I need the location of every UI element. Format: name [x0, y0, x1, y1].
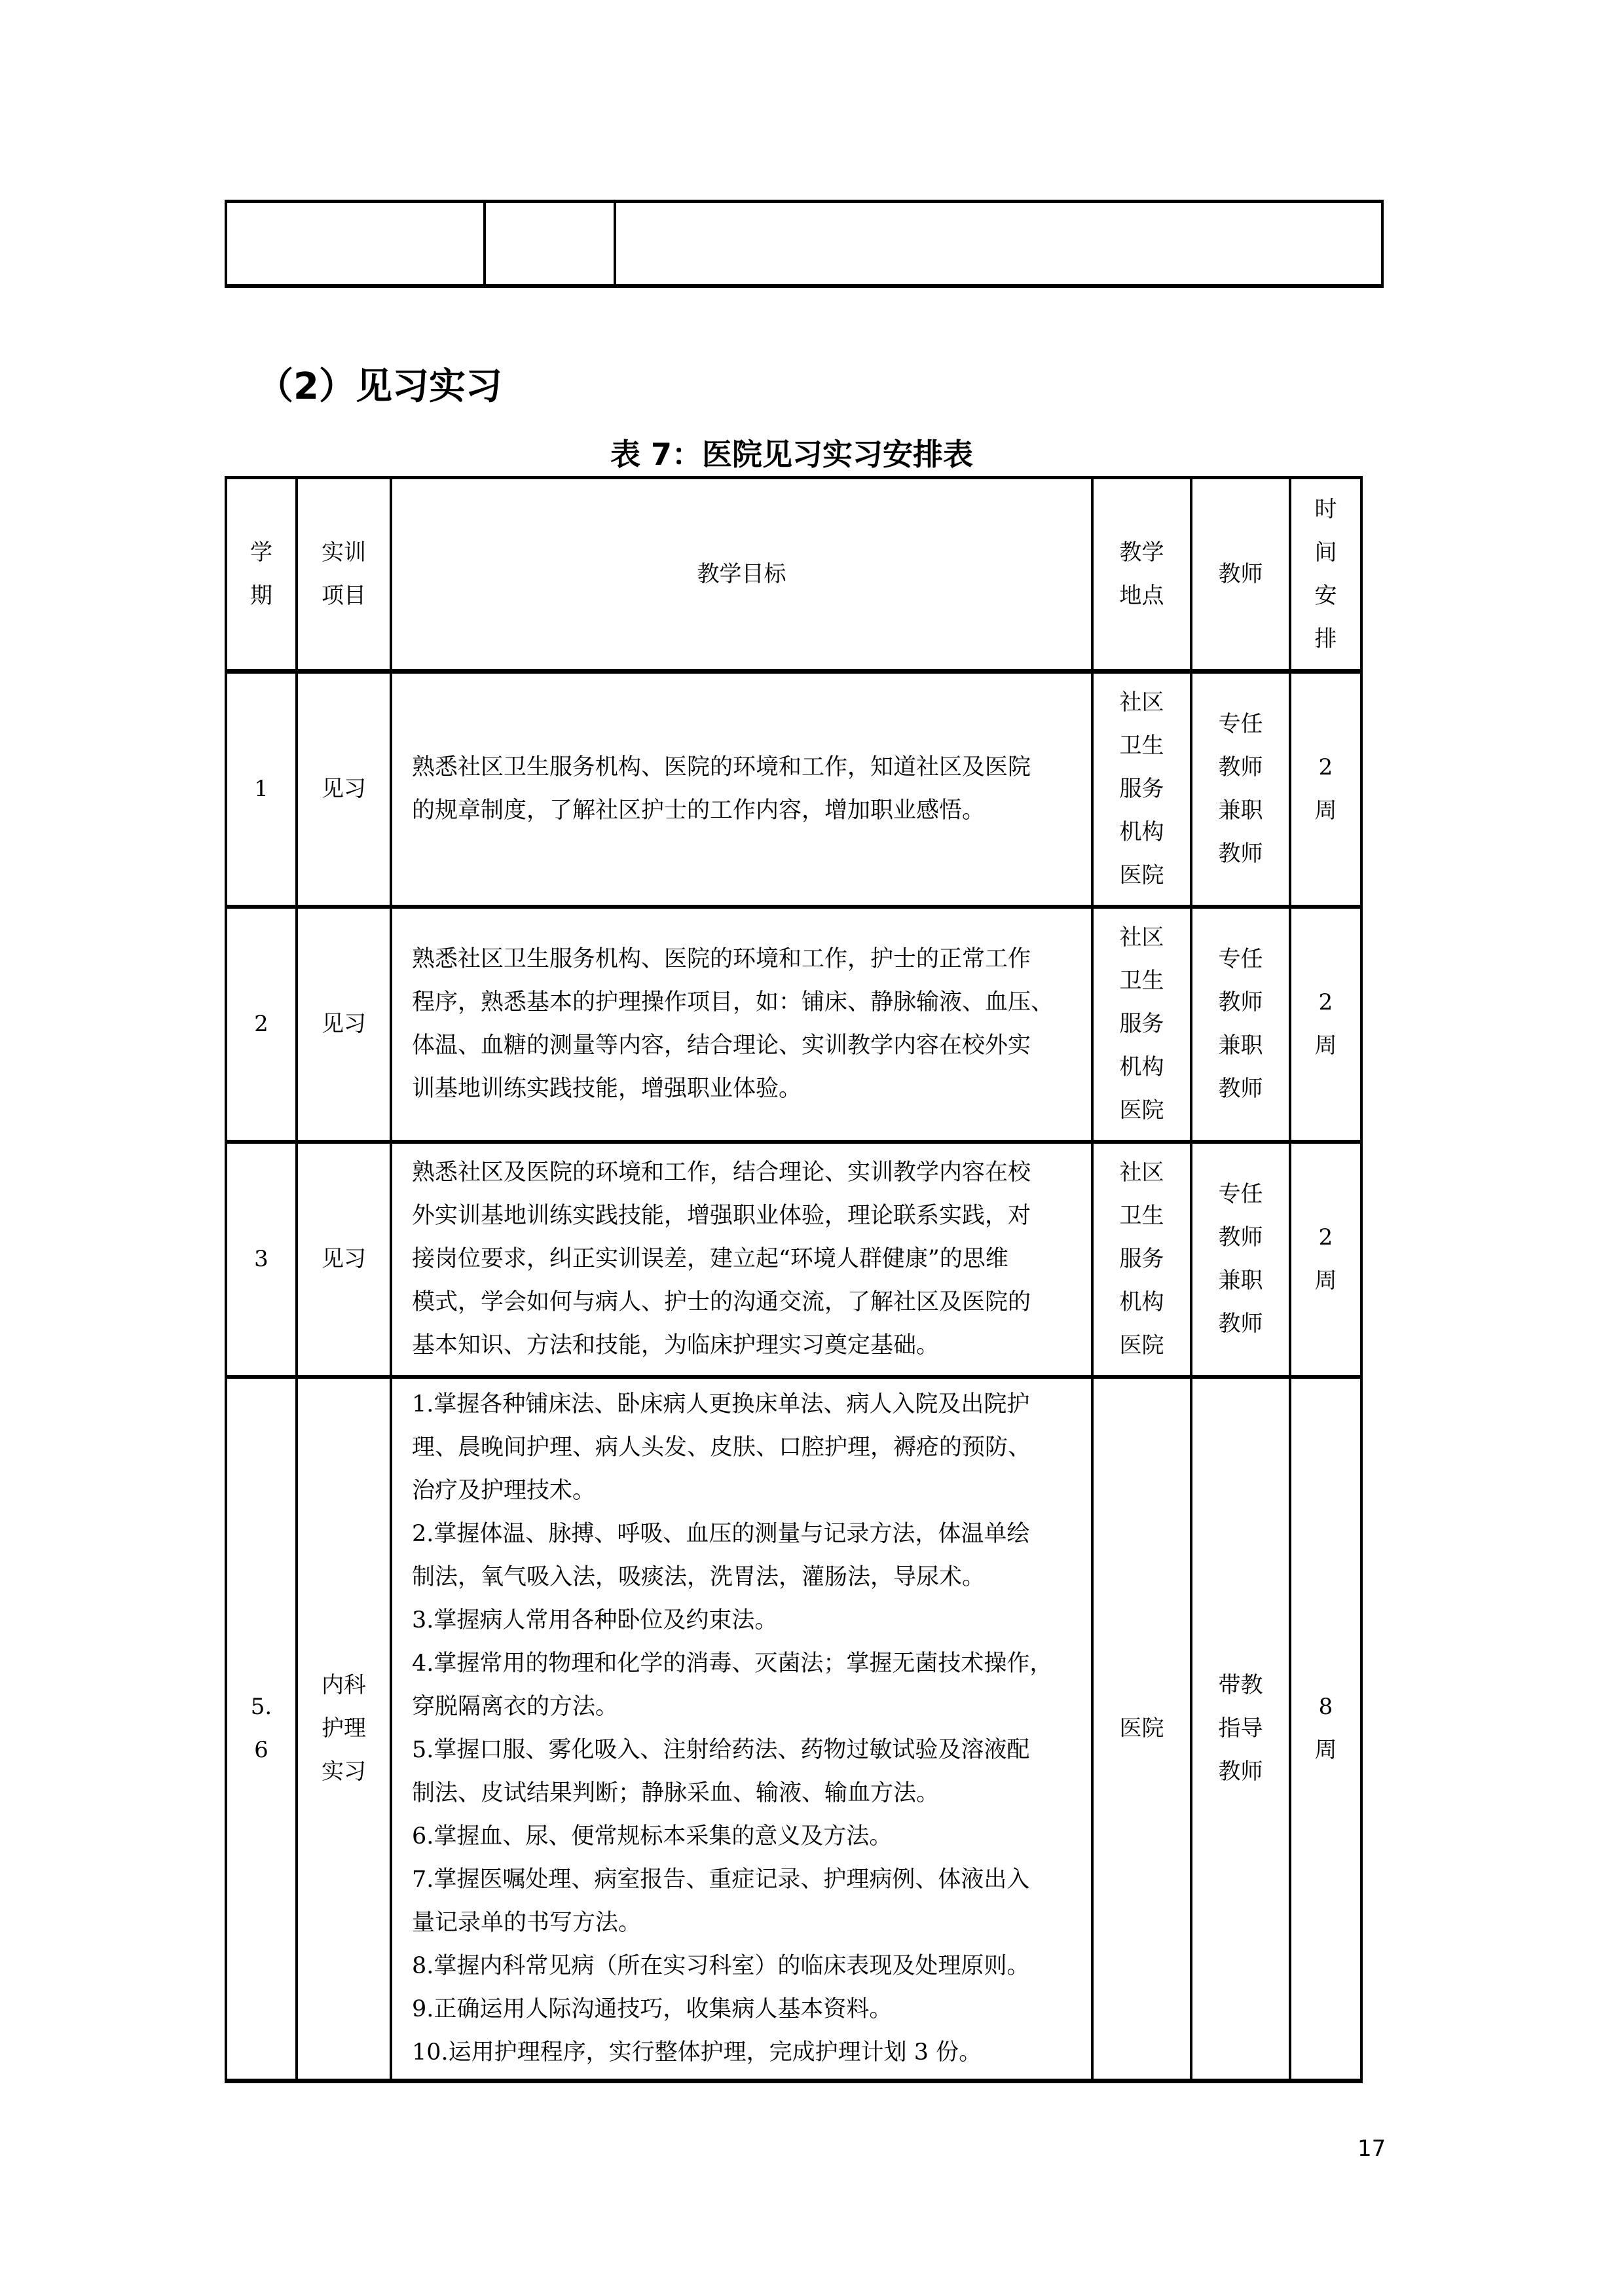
goal-line: 10.运用护理程序，实行整体护理，完成护理计划 3 份。 [412, 2039, 982, 2066]
location-text: 医院 [1119, 1097, 1164, 1123]
table-row [226, 1142, 1361, 1377]
header-location: 教学 地点 [1092, 478, 1191, 672]
time-text: 2 [1318, 989, 1333, 1015]
teacher-text: 兼职 [1218, 1032, 1263, 1059]
header-row [226, 478, 1361, 672]
goal-line: 模式，学会如何与病人、护士的沟通交流，了解社区及医院的 [412, 1289, 1031, 1315]
project-text: 内科 [322, 1672, 366, 1699]
location-cell [1092, 672, 1191, 907]
goal-line: 理、晨晚间护理、病人头发、皮肤、口腔护理，褥疮的预防、 [412, 1434, 1031, 1461]
project-cell [297, 907, 391, 1142]
term-text: 1 [254, 776, 268, 803]
goal-line: 接岗位要求，纠正实训误差，建立起“环境人群健康”的思维 [412, 1246, 1008, 1272]
goal-line: 量记录单的书写方法。 [412, 1910, 642, 1937]
location-text: 服务 [1119, 1246, 1164, 1272]
term-text: 3 [254, 1246, 268, 1272]
time-text: 周 [1314, 797, 1337, 824]
goal-line: 2.掌握体温、脉搏、呼吸、血压的测量与记录方法，体温单绘 [412, 1521, 1030, 1548]
goal-line: 基本知识、方法和技能，为临床护理实习奠定基础。 [412, 1332, 940, 1358]
time-cell [1290, 672, 1361, 907]
teacher-text: 带教 [1218, 1672, 1263, 1699]
location-text: 卫生 [1119, 1203, 1164, 1229]
goal-line: 制法、皮试结果判断；静脉采血、输液、输血方法。 [412, 1780, 940, 1807]
teacher-text: 教师 [1218, 1311, 1263, 1337]
term-cell [226, 1377, 297, 2081]
goal-line: 7.掌握医嘱处理、病室报告、重症记录、护理病例、体液出入 [412, 1867, 1030, 1893]
project-text: 见习 [322, 1246, 366, 1272]
teacher-text: 教师 [1218, 841, 1263, 867]
goal-line: 9.正确运用人际沟通技巧，收集病人基本资料。 [412, 1996, 893, 2023]
time-text: 2 [1318, 1224, 1333, 1250]
goal-cell [391, 907, 1092, 1142]
goal-cell [391, 1377, 1092, 2081]
term-cell [226, 672, 297, 907]
goal-line: 5.掌握口服、雾化吸入、注射给药法、药物过敏试验及溶液配 [412, 1737, 1030, 1764]
location-text: 服务 [1119, 1011, 1164, 1037]
teacher-text: 指导 [1218, 1715, 1263, 1742]
location-cell [1092, 1142, 1191, 1377]
page-number: 17 [1357, 2136, 1386, 2162]
location-text: 机构 [1119, 819, 1164, 846]
teacher-cell [1191, 1377, 1290, 2081]
table-title: 表 7：医院见习实习安排表 [610, 437, 974, 472]
time-text: 周 [1314, 1737, 1337, 1764]
teacher-text: 教师 [1218, 989, 1263, 1015]
goal-line: 6.掌握血、尿、便常规标本采集的意义及方法。 [412, 1823, 893, 1850]
time-text: 周 [1314, 1032, 1337, 1059]
project-text: 见习 [322, 776, 366, 803]
teacher-cell [1191, 672, 1290, 907]
goal-line: 熟悉社区卫生服务机构、医院的环境和工作，知道社区及医院 [412, 754, 1031, 781]
term-text: 5. [250, 1694, 272, 1721]
teacher-text: 兼职 [1218, 1267, 1263, 1294]
teacher-cell [1191, 1142, 1290, 1377]
goal-line: 的规章制度，了解社区护士的工作内容，增加职业感悟。 [412, 797, 986, 824]
teacher-cell [1191, 907, 1290, 1142]
location-text: 医院 [1119, 1332, 1164, 1358]
project-text: 见习 [322, 1011, 366, 1037]
term-text: 6 [254, 1737, 268, 1764]
teacher-text: 专任 [1218, 1181, 1263, 1207]
time-text: 8 [1318, 1694, 1333, 1721]
goal-line: 4.掌握常用的物理和化学的消毒、灭菌法；掌握无菌技术操作， [412, 1650, 1053, 1677]
goal-line: 制法，氧气吸入法，吸痰法，洗胃法，灌肠法，导尿术。 [412, 1564, 986, 1591]
term-cell [226, 907, 297, 1142]
teacher-text: 专任 [1218, 946, 1263, 972]
time-text: 2 [1318, 754, 1333, 781]
goal-line: 体温、血糖的测量等内容，结合理论、实训教学内容在校外实 [412, 1032, 1031, 1059]
goal-line: 训基地训练实践技能，增强职业体验。 [412, 1076, 802, 1102]
teacher-text: 教师 [1218, 1758, 1263, 1785]
location-text: 机构 [1119, 1054, 1164, 1080]
teacher-text: 兼职 [1218, 797, 1263, 824]
section-heading: （2）见习实习 [257, 365, 502, 408]
time-cell [1290, 1377, 1361, 2081]
term-text: 2 [254, 1011, 268, 1037]
goal-line: 3.掌握病人常用各种卧位及约束法。 [412, 1607, 778, 1634]
teacher-text: 专任 [1218, 711, 1263, 738]
location-text: 卫生 [1119, 733, 1164, 759]
project-text: 实习 [322, 1758, 366, 1785]
empty-cell [226, 202, 485, 287]
table-row [226, 672, 1361, 907]
location-text: 社区 [1119, 924, 1164, 951]
empty-cell [615, 202, 1382, 287]
goal-line: 穿脱隔离衣的方法。 [412, 1694, 619, 1721]
goal-line: 熟悉社区及医院的环境和工作，结合理论、实训教学内容在校 [412, 1159, 1031, 1186]
header-time: 时 间 安 排 [1290, 478, 1361, 672]
time-cell [1290, 907, 1361, 1142]
table-row [226, 907, 1361, 1142]
time-text: 周 [1314, 1267, 1337, 1294]
term-cell [226, 1142, 297, 1377]
location-cell [1092, 907, 1191, 1142]
project-cell [297, 1142, 391, 1377]
header-goal: 教学目标 [391, 478, 1092, 672]
goal-line: 熟悉社区卫生服务机构、医院的环境和工作，护士的正常工作 [412, 946, 1031, 972]
goal-line: 治疗及护理技术。 [412, 1478, 596, 1504]
goal-cell [391, 672, 1092, 907]
empty-cell [485, 202, 615, 287]
location-text: 卫生 [1119, 968, 1164, 994]
project-text: 护理 [322, 1715, 366, 1742]
table-row [226, 1377, 1361, 2081]
header-project: 实训 项目 [297, 478, 391, 672]
header-term: 学 期 [226, 478, 297, 672]
location-text: 社区 [1119, 689, 1164, 716]
goal-line: 1.掌握各种铺床法、卧床病人更换床单法、病人入院及出院护 [412, 1391, 1030, 1418]
header-teacher: 教师 [1191, 478, 1290, 672]
location-text: 服务 [1119, 776, 1164, 803]
teacher-text: 教师 [1218, 1076, 1263, 1102]
location-text: 医院 [1119, 862, 1164, 889]
project-cell [297, 672, 391, 907]
location-text: 社区 [1119, 1159, 1164, 1186]
goal-line: 8.掌握内科常见病（所在实习科室）的临床表现及处理原则。 [412, 1953, 1030, 1980]
time-cell [1290, 1142, 1361, 1377]
goal-line: 程序，熟悉基本的护理操作项目，如：铺床、静脉输液、血压、 [412, 989, 1054, 1015]
previous-table-remnant [225, 200, 1384, 288]
project-cell [297, 1377, 391, 2081]
goal-cell [391, 1142, 1092, 1377]
teacher-text: 教师 [1218, 1224, 1263, 1250]
teacher-text: 教师 [1218, 754, 1263, 781]
goal-line: 外实训基地训练实践技能，增强职业体验，理论联系实践，对 [412, 1203, 1031, 1229]
previous-table-row [226, 202, 1382, 287]
location-cell [1092, 1377, 1191, 2081]
location-text: 机构 [1119, 1289, 1164, 1315]
location-text: 医院 [1119, 1715, 1164, 1742]
internship-schedule-table [225, 476, 1363, 2083]
